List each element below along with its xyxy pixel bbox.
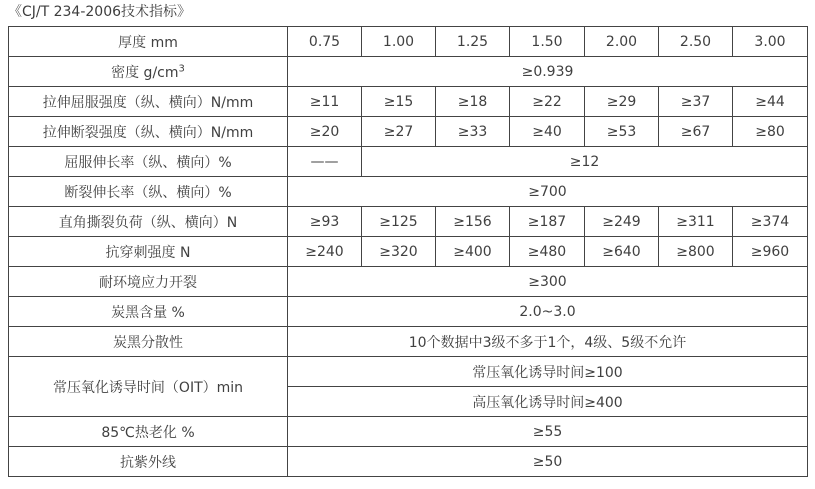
table-row-thickness (9, 27, 808, 57)
cell-value: ≥29 (585, 87, 659, 117)
cell-value: ≥33 (436, 117, 510, 147)
cell-value-merged: ≥12 (362, 147, 808, 177)
table-row-carbon-content (9, 297, 808, 327)
cell-value: ≥44 (733, 87, 808, 117)
table-row-break-elongation (9, 177, 808, 207)
table-row-tensile-yield (9, 87, 808, 117)
cell-value: 0.75 (288, 27, 362, 57)
cell-value-merged: ≥50 (288, 447, 808, 477)
cell-value: ≥27 (362, 117, 436, 147)
row-label: 拉伸断裂强度（纵、横向）N/mm (9, 117, 288, 147)
cell-value-merged: 2.0~3.0 (288, 297, 808, 327)
cell-value: ≥37 (659, 87, 733, 117)
cell-value: ≥240 (288, 237, 362, 267)
cell-value-merged: 高压氧化诱导时间≥400 (288, 387, 808, 417)
cell-value: ≥374 (733, 207, 808, 237)
row-label: 炭黑含量 % (9, 297, 288, 327)
table-row-heat-aging (9, 417, 808, 447)
table-row-stress-cracking (9, 267, 808, 297)
cell-value-merged: ≥55 (288, 417, 808, 447)
cell-value: ≥80 (733, 117, 808, 147)
cell-value: ≥249 (585, 207, 659, 237)
cell-value: 1.00 (362, 27, 436, 57)
row-label: 常压氧化诱导时间（OIT）min (9, 357, 288, 417)
cell-value-merged: ≥700 (288, 177, 808, 207)
row-label: 抗紫外线 (9, 447, 288, 477)
cell-value: ≥53 (585, 117, 659, 147)
cell-dash: —— (288, 147, 362, 177)
cell-value: 1.25 (436, 27, 510, 57)
cell-value: ≥18 (436, 87, 510, 117)
row-label: 屈服伸长率（纵、横向）% (9, 147, 288, 177)
cell-value: ≥187 (510, 207, 585, 237)
row-label: 拉伸屈服强度（纵、横向）N/mm (9, 87, 288, 117)
cell-value: 2.50 (659, 27, 733, 57)
row-label: 85℃热老化 % (9, 417, 288, 447)
row-label: 炭黑分散性 (9, 327, 288, 357)
spec-table (8, 26, 808, 477)
cell-value: ≥800 (659, 237, 733, 267)
table-row-yield-elongation (9, 147, 808, 177)
cell-value: ≥640 (585, 237, 659, 267)
table-row-puncture (9, 237, 808, 267)
cell-value: ≥93 (288, 207, 362, 237)
table-row-uv-resistance (9, 447, 808, 477)
table-row-density (9, 57, 808, 87)
cell-value: ≥22 (510, 87, 585, 117)
cell-value: ≥15 (362, 87, 436, 117)
page-title: 《CJ/T 234-2006技术指标》 (8, 4, 192, 20)
cell-value: ≥960 (733, 237, 808, 267)
row-label: 断裂伸长率（纵、横向）% (9, 177, 288, 207)
cell-value: ≥125 (362, 207, 436, 237)
table-row-oit-normal (9, 357, 808, 387)
cell-value: ≥11 (288, 87, 362, 117)
table-row-tensile-break (9, 117, 808, 147)
row-label: 直角撕裂负荷（纵、横向）N (9, 207, 288, 237)
cell-value: ≥400 (436, 237, 510, 267)
cell-value-merged: 10个数据中3级不多于1个，4级、5级不允许 (288, 327, 808, 357)
table-row-tear-load (9, 207, 808, 237)
cell-value: ≥480 (510, 237, 585, 267)
cell-value: ≥20 (288, 117, 362, 147)
cell-value: ≥67 (659, 117, 733, 147)
cell-value: 1.50 (510, 27, 585, 57)
cell-value-merged: ≥300 (288, 267, 808, 297)
cell-value-merged: 常压氧化诱导时间≥100 (288, 357, 808, 387)
cell-value-merged: ≥0.939 (288, 57, 808, 87)
cell-value: ≥311 (659, 207, 733, 237)
unit-superscript: 3 (178, 62, 185, 74)
row-label-text: 密度 g/cm (111, 64, 179, 81)
cell-value: ≥40 (510, 117, 585, 147)
row-label: 抗穿刺强度 N (9, 237, 288, 267)
table-row-carbon-dispersion (9, 327, 808, 357)
row-label (9, 57, 288, 87)
row-label: 耐环境应力开裂 (9, 267, 288, 297)
cell-value: ≥156 (436, 207, 510, 237)
cell-value: 3.00 (733, 27, 808, 57)
row-label: 厚度 mm (9, 27, 288, 57)
cell-value: 2.00 (585, 27, 659, 57)
cell-value: ≥320 (362, 237, 436, 267)
